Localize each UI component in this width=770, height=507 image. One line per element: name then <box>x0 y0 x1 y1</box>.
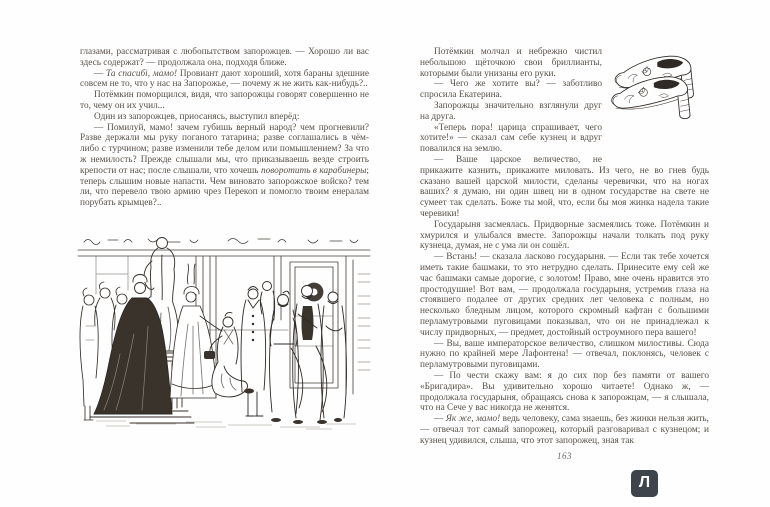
paragraph: Запорожцы значительно взглянули друг на друга. <box>420 100 602 122</box>
palace-audience-engraving <box>76 234 372 432</box>
paragraph: глазами, рассматривая с любопытством запорожцев. — Хорошо ли вас здесь содержат? — продолжала она, подходя ближе. <box>80 47 369 68</box>
paragraph: «Теперь пора! царица спрашивает, чего хотите!» — сказал сам себе кузнец и вдруг повалился на землю. <box>420 122 602 155</box>
paragraph: — Вы, ваше императорское величество, слишком милостивы. Сюда нужно по крайней мере Лафонтена! — отвечал, поклонясь, человек с перламутровыми пуговицами. <box>420 338 709 371</box>
paragraph: — Встань! — сказала ласково государыня. — Если так тебе хочется иметь такие башмаки, то это нетрудно сделать. Принесите ему сей же час башмаки самые дорогие, с золотом! Право, мне очень нравится это простодушие! Вот вам, — продолжала государыня, устремив глаза на стоявшего подалее от других средних лет человека с полным, но несколько бледным лицом, которого скромный кафтан с большими перламутровыми пуговицами показывал, что он не принадлежал к числу придворных, — предмет, достойный остроумного пера вашего! <box>420 252 709 338</box>
paragraph: Государыня засмеялась. Придворные засмеялись тоже. Потёмкин и хмурился и улыбался вместе. Запорожцы начали толкать под руку кузнеца, думая, не с ума ли он сошёл. <box>420 219 709 252</box>
right-page <box>420 47 709 461</box>
paragraph: — По чести скажу вам: я до сих пор без памяти от вашего «Бригадира». Вы удивительно хорошо читаете! Однако ж, — продолжала государыня, обращаясь снова к запорожцам, — я слышала, что на Сече у вас никогда не женятся. <box>420 370 709 414</box>
paragraph: — Як же, мамо! ведь человеку, сама знаешь, без жинки нельзя жить, — отвечал тот самый запорожец, который разговаривал с кузнецом; и кузнец удивился, слыша, что этот запорожец, зная так <box>420 414 709 446</box>
logo-letter: Л <box>638 473 651 491</box>
left-page-text <box>80 47 369 209</box>
labirint-logo[interactable] <box>631 470 658 497</box>
paragraph: — Ваше царское величество, не прикажите казнить, прикажите миловать. Из чего, не во гнев будь сказано вашей царской милости, сделаны черевички, что на ногах ваших? я думаю, ни один швец ни в одном государстве на свете не сумеет так сделать. Боже ты мой, что, если бы моя жинка надела такие черевики! <box>420 154 709 219</box>
paragraph: Один из запорожцев, приосанясь, выступил вперёд: <box>94 111 300 122</box>
page-number: 163 <box>557 451 572 462</box>
shoes-illustration <box>609 47 709 158</box>
paragraph: Потёмкин молчал и небрежно чистил небольшою щёточкою свои бриллианты, которыми были унизаны его руки. <box>420 47 602 79</box>
paragraph: — Помилуй, мамо! зачем губишь верный народ? чем прогневили? Разве держали мы руку поганого татарина; разве соглашались в чём-либо с турчином; разве изменили тебе делом или помышлением? За что ж немилость? Прежде слышали мы, что приказываешь везде строить крепости от нас; после слышали, что хочешь поворотить в карабинеры; теперь слышим новые напасти. Чем виновато запорожское войско? тем ли, что перевело твою армию чрез Перекоп и помогло твоим енералам порубать крымцев?.. <box>80 122 369 209</box>
cherevichki-shoes-engraving <box>609 49 709 129</box>
paragraph: — Чего же хотите вы? — заботливо спросила Екатерина. <box>420 79 602 101</box>
paragraph: — Та спасибі, мамо! Провиант дают хороший, хотя бараны здешние совсем не то, что у нас на Запорожье, — почему ж не жить как-нибудь?.. <box>80 68 370 90</box>
paragraph: Потёмкин поморщился, видя, что запорожцы говорят совершенно не то, чему он их учил... <box>80 90 369 111</box>
palace-audience-illustration <box>76 234 372 432</box>
